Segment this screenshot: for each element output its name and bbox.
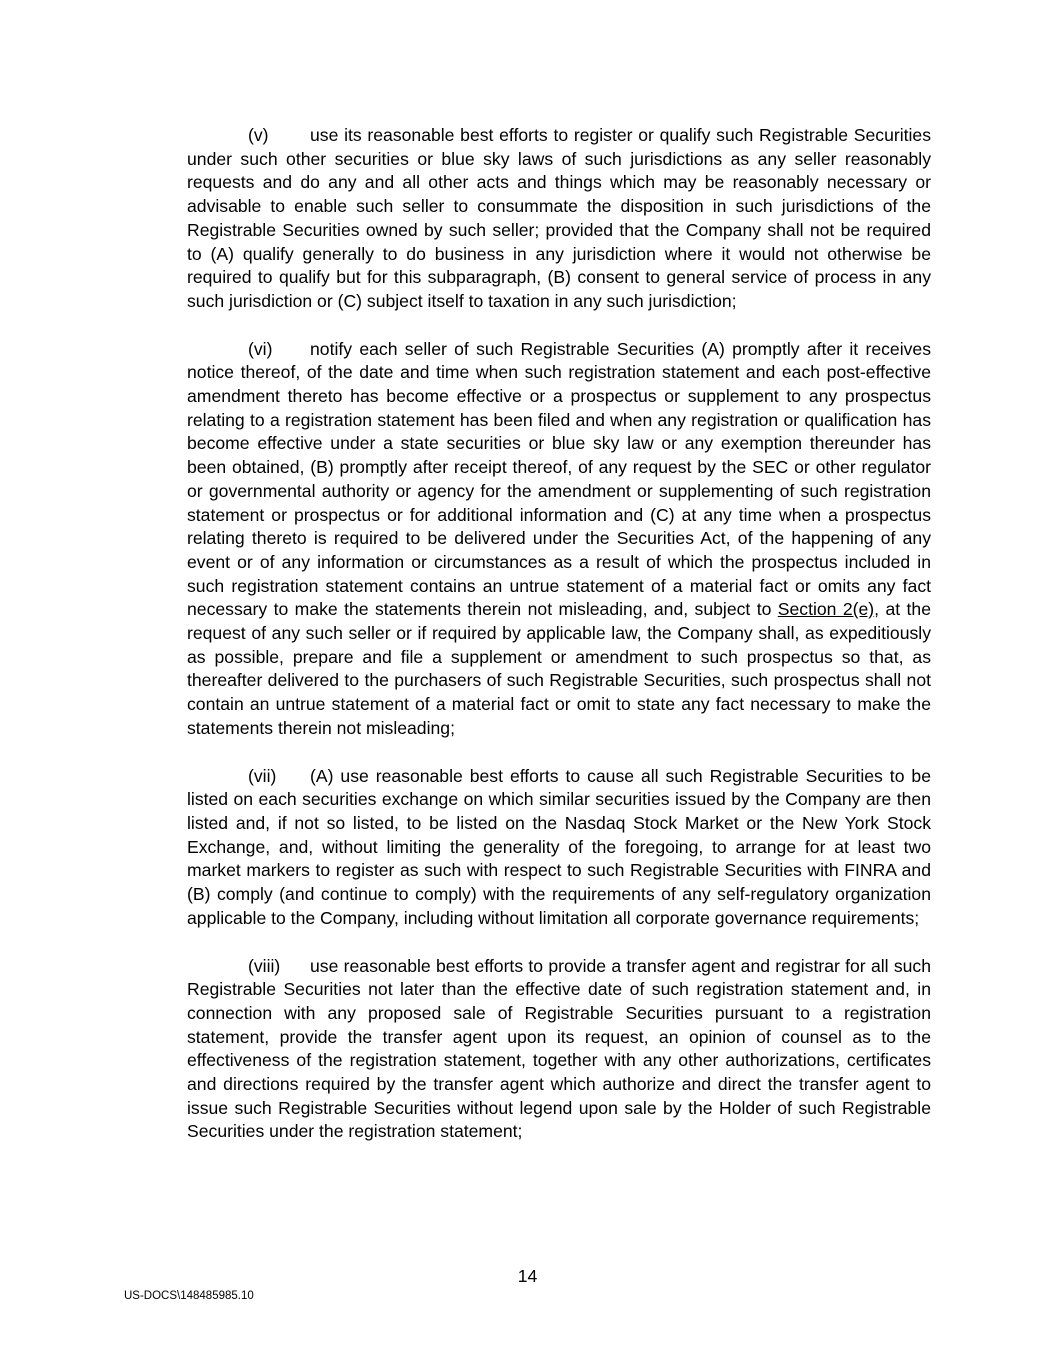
- paragraph-text: notify each seller of such Registrable Securities (A) promptly after it receives notice thereof, of the date and time when such registration statement and each post-effective amendment thereto has become effective or a prospectus or supplement to any prospectus relating to a registration statement has been filed and when any registration or qualification has become effective under a state securities or blue sky law or any exemption thereunder has been obtained, (B) promptly after receipt thereof, of any request by the SEC or other regulator or governmental authority or agency for the amendment or supplementing of such registration statement or prospectus or for additional information and (C) at any time when a prospectus relating thereto is required to be delivered under the Securities Act, of the happening of any event or of any information or circumstances as a result of which the prospectus included in such registration statement contains an untrue statement of a material fact or omits any fact necessary to make the statements therein not misleading, and, subject to: [187, 338, 931, 620]
- paragraph-vii: [187, 765, 931, 931]
- paragraph-number: (vi): [248, 338, 273, 359]
- paragraph-text: use reasonable best efforts to provide a transfer agent and registrar for all such Registrable Securities not later than the effective date of such registration statement and, in connection with any proposed sale of Registrable Securities pursuant to a registration statement, provide the transfer agent upon its request, an opinion of counsel as to the effectiveness of the registration statement, together with any other authorizations, certificates and directions required by the transfer agent which authorize and direct the transfer agent to issue such Registrable Securities without legend upon sale by the Holder of such Registrable Securities under the registration statement;: [187, 955, 931, 1142]
- section-reference-link[interactable]: Section 2(e): [777, 599, 875, 620]
- paragraph-vi: [187, 338, 931, 741]
- paragraph-text-continued: , at the request of any such seller or if required by applicable law, the Company shall, as expeditiously as possible, prepare and file a supplement or amendment to such prospectus so that, as thereafter delivered to the purchasers of such Registrable Securities, such prospectus shall not contain an untrue statement of a material fact or omit to state any fact necessary to make the statements therein not misleading;: [187, 599, 932, 738]
- body-text: [187, 124, 931, 1168]
- page-number: 14: [517, 1266, 538, 1286]
- paragraph-number: (viii): [248, 955, 281, 976]
- document-id: US-DOCS\148485985.10: [124, 1290, 254, 1302]
- paragraph-number: (vii): [248, 765, 277, 786]
- paragraph-number: (v): [248, 125, 269, 145]
- paragraph-v: [187, 124, 931, 314]
- paragraph-text: (A) use reasonable best efforts to cause all such Registrable Securities to be listed on each securities exchange on which similar securities issued by the Company are then listed and, if not so listed, to be listed on the Nasdaq Stock Market or the New York Stock Exchange, and, without limiting the generality of the foregoing, to arrange for at least two market markers to register as such with respect to such Registrable Securities with FINRA and (B) comply (and continue to comply) with the requirements of any self-regulatory organization applicable to the Company, including without limitation all corporate governance requirements;: [187, 765, 931, 928]
- paragraph-viii: [187, 955, 931, 1145]
- paragraph-text: use its reasonable best efforts to register or qualify such Registrable Securities under such other securities or blue sky laws of such jurisdictions as any seller reasonably requests and do any and all other acts and things which may be reasonably necessary or advisable to enable such seller to consummate the disposition in such jurisdictions of the Registrable Securities owned by such seller; provided that the Company shall not be required to (A) qualify generally to do business in any jurisdiction where it would not otherwise be required to qualify but for this subparagraph, (B) consent to general service of process in any such jurisdiction or (C) subject itself to taxation in any such jurisdiction;: [187, 125, 931, 311]
